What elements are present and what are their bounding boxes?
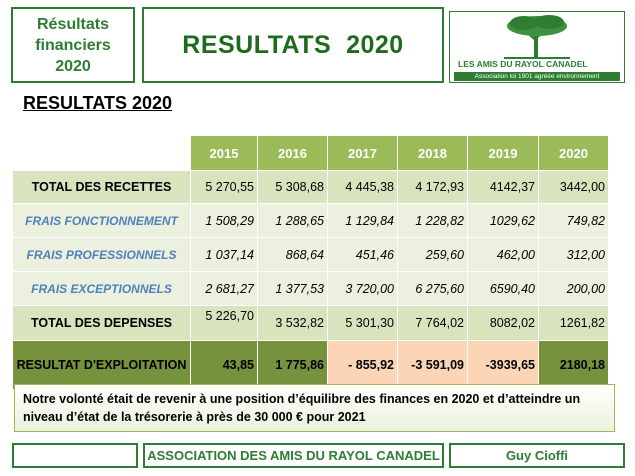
title-box bbox=[142, 7, 444, 83]
table-row bbox=[13, 204, 609, 238]
cell-value: 4 445,38 bbox=[328, 171, 398, 204]
cell-value: 1 377,53 bbox=[258, 272, 328, 306]
footer-author: Guy Cioffi bbox=[449, 443, 625, 468]
row-label: TOTAL DES DEPENSES bbox=[13, 306, 191, 341]
cell-value: 3442,00 bbox=[539, 171, 609, 204]
cell-value: 462,00 bbox=[468, 238, 539, 272]
cell-value: 1261,82 bbox=[539, 306, 609, 341]
logo-box bbox=[449, 11, 625, 83]
cell-value: 3 720,00 bbox=[328, 272, 398, 306]
cell-value: 5 270,55 bbox=[191, 171, 258, 204]
cell-value: 5 226,70 bbox=[191, 306, 258, 341]
year-header: 2017 bbox=[328, 136, 398, 171]
cell-value: -3939,65 bbox=[468, 341, 539, 390]
logo-name: LES AMIS DU RAYOL CANADEL bbox=[458, 59, 588, 69]
cell-value: -3 591,09 bbox=[398, 341, 468, 390]
table-header-row bbox=[13, 136, 609, 171]
cell-value: 5 308,68 bbox=[258, 171, 328, 204]
year-header: 2016 bbox=[258, 136, 328, 171]
row-label: FRAIS FONCTIONNEMENT bbox=[13, 204, 191, 238]
cell-value: 2180,18 bbox=[539, 341, 609, 390]
cell-value: 8082,02 bbox=[468, 306, 539, 341]
cell-value: 2 681,27 bbox=[191, 272, 258, 306]
table-row-result bbox=[13, 341, 609, 390]
cell-value: 6 275,60 bbox=[398, 272, 468, 306]
cell-value: 7 764,02 bbox=[398, 306, 468, 341]
year-header: 2015 bbox=[191, 136, 258, 171]
cell-value: 4 172,93 bbox=[398, 171, 468, 204]
cell-value: 5 301,30 bbox=[328, 306, 398, 341]
row-label: RESULTAT D'EXPLOITATION bbox=[13, 341, 191, 390]
table-row bbox=[13, 238, 609, 272]
section-heading: RESULTATS 2020 bbox=[23, 93, 173, 113]
results-table bbox=[12, 135, 609, 390]
table-row bbox=[13, 306, 609, 341]
cell-value: 1 775,86 bbox=[258, 341, 328, 390]
cell-value: 259,60 bbox=[398, 238, 468, 272]
subtitle-box bbox=[11, 7, 135, 83]
row-label: FRAIS PROFESSIONNELS bbox=[13, 238, 191, 272]
row-label: FRAIS EXCEPTIONNELS bbox=[13, 272, 191, 306]
cell-value: 1 228,82 bbox=[398, 204, 468, 238]
cell-value: 4142,37 bbox=[468, 171, 539, 204]
page-title: RESULTATS 2020 bbox=[182, 30, 404, 59]
cell-value: 1029,62 bbox=[468, 204, 539, 238]
cell-value: 1 037,14 bbox=[191, 238, 258, 272]
row-label: TOTAL DES RECETTES bbox=[13, 171, 191, 204]
cell-value: 1 129,84 bbox=[328, 204, 398, 238]
note-box: Notre volonté était de revenir à une position d’équilibre des finances en 2020 et d’atteindre un niveau d’état de la trésorerie à près de 30 000 € pour 2021 bbox=[14, 384, 615, 432]
tree-logo-icon bbox=[504, 14, 570, 60]
cell-value: 43,85 bbox=[191, 341, 258, 390]
cell-value: 868,64 bbox=[258, 238, 328, 272]
cell-value: 200,00 bbox=[539, 272, 609, 306]
cell-value: 3 532,82 bbox=[258, 306, 328, 341]
year-header: 2020 bbox=[539, 136, 609, 171]
logo-tagline: Association loi 1901 agréée environnement bbox=[454, 72, 620, 81]
cell-value: 6590,40 bbox=[468, 272, 539, 306]
cell-value: - 855,92 bbox=[328, 341, 398, 390]
subtitle-line: 2020 bbox=[55, 57, 91, 75]
subtitle-line: Résultats bbox=[36, 15, 110, 33]
header-corner bbox=[13, 136, 191, 171]
footer-association: ASSOCIATION DES AMIS DU RAYOL CANADEL bbox=[143, 443, 444, 468]
subtitle-line: financiers bbox=[35, 36, 111, 54]
cell-value: 1 288,65 bbox=[258, 204, 328, 238]
cell-value: 312,00 bbox=[539, 238, 609, 272]
year-header: 2018 bbox=[398, 136, 468, 171]
footer-left-box bbox=[12, 443, 138, 468]
table-row bbox=[13, 171, 609, 204]
cell-value: 1 508,29 bbox=[191, 204, 258, 238]
year-header: 2019 bbox=[468, 136, 539, 171]
table-row bbox=[13, 272, 609, 306]
cell-value: 749,82 bbox=[539, 204, 609, 238]
cell-value: 451,46 bbox=[328, 238, 398, 272]
